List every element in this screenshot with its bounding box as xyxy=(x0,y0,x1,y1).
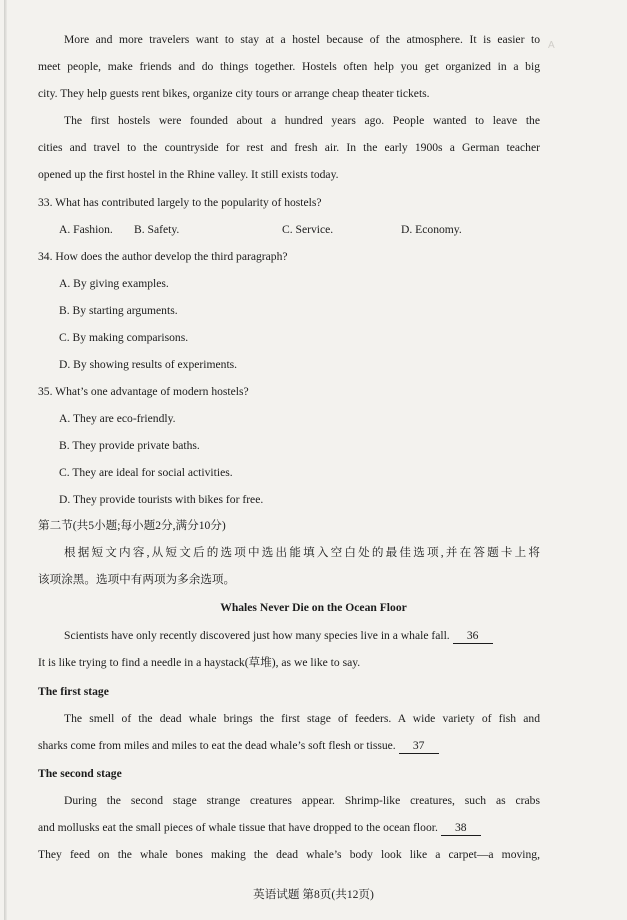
passage-p2-line3: opened up the first hostel in the Rhine valley. It still exists today. xyxy=(38,168,339,181)
passage-p2-line2: cities and travel to the countryside for rest and fresh air. In the early 1900s a German teacher xyxy=(38,141,540,154)
question-33-option-d[interactable]: D. Economy. xyxy=(401,223,462,236)
blank-38[interactable]: 38 xyxy=(441,821,481,836)
whales-s1-line1: The smell of the dead whale brings the first stage of feeders. A wide variety of fish and xyxy=(64,712,540,725)
whales-p1-line2: It is like trying to find a needle in a haystack(草堆), as we like to say. xyxy=(38,656,361,669)
whales-p1-line1 xyxy=(64,628,540,644)
question-34-option-c[interactable]: C. By making comparisons. xyxy=(59,331,189,344)
section2-instruction-line1: 根据短文内容,从短文后的选项中选出能填入空白处的最佳选项,并在答题卡上将 xyxy=(64,546,540,559)
question-34-option-a[interactable]: A. By giving examples. xyxy=(59,277,169,290)
whales-p1-line1-text: Scientists have only recently discovered just how many species live in a whale fall. xyxy=(64,629,450,642)
blank-36[interactable]: 36 xyxy=(453,629,493,644)
question-35-option-b[interactable]: B. They provide private baths. xyxy=(59,439,200,452)
question-35-option-c[interactable]: C. They are ideal for social activities. xyxy=(59,466,233,479)
whales-s2-line1: During the second stage strange creatures appear. Shrimp-like creatures, such as crabs xyxy=(64,794,540,807)
section2-instruction-line2: 该项涂黑。选项中有两项为多余选项。 xyxy=(38,573,236,586)
first-stage-heading: The first stage xyxy=(38,685,109,698)
whales-s2-line2-text: and mollusks eat the small pieces of whale tissue that have dropped to the ocean floor. xyxy=(38,821,438,834)
passage-p1-line2: meet people, make friends and do things together. Hostels often help you get organized in a big xyxy=(38,60,540,73)
whales-s1-line2-text: sharks come from miles and miles to eat the dead whale’s soft flesh or tissue. xyxy=(38,739,396,752)
page-binding-edge xyxy=(4,0,7,920)
question-34-option-d[interactable]: D. By showing results of experiments. xyxy=(59,358,238,371)
question-33-option-a[interactable]: A. Fashion. xyxy=(59,223,113,236)
question-33-stem: 33. What has contributed largely to the popularity of hostels? xyxy=(38,196,322,209)
bleed-through-mark: A xyxy=(548,40,555,51)
blank-37[interactable]: 37 xyxy=(399,739,439,754)
page-footer: 英语试题 第8页(共12页) xyxy=(253,888,374,901)
passage-p1-line3: city. They help guests rent bikes, organize city tours or arrange cheap theater tickets. xyxy=(38,87,430,100)
question-35-option-d[interactable]: D. They provide tourists with bikes for free. xyxy=(59,493,264,506)
question-34-stem: 34. How does the author develop the third paragraph? xyxy=(38,250,288,263)
whales-s2-line3: They feed on the whale bones making the dead whale’s body look like a carpet—a moving, xyxy=(38,848,540,861)
passage-p2-line1: The first hostels were founded about a hundred years ago. People wanted to leave the xyxy=(64,114,540,127)
question-35-stem: 35. What’s one advantage of modern hostels? xyxy=(38,385,249,398)
question-33-option-b[interactable]: B. Safety. xyxy=(134,223,180,236)
whales-passage-title: Whales Never Die on the Ocean Floor xyxy=(220,601,407,614)
question-35-option-a[interactable]: A. They are eco-friendly. xyxy=(59,412,176,425)
passage-p1-line1: More and more travelers want to stay at a hostel because of the atmosphere. It is easier to xyxy=(64,33,540,46)
whales-s1-line2 xyxy=(38,738,540,754)
section2-heading: 第二节(共5小题;每小题2分,满分10分) xyxy=(38,519,226,532)
second-stage-heading: The second stage xyxy=(38,767,122,780)
question-33-option-c[interactable]: C. Service. xyxy=(282,223,334,236)
question-34-option-b[interactable]: B. By starting arguments. xyxy=(59,304,178,317)
whales-s2-line2 xyxy=(38,820,540,836)
